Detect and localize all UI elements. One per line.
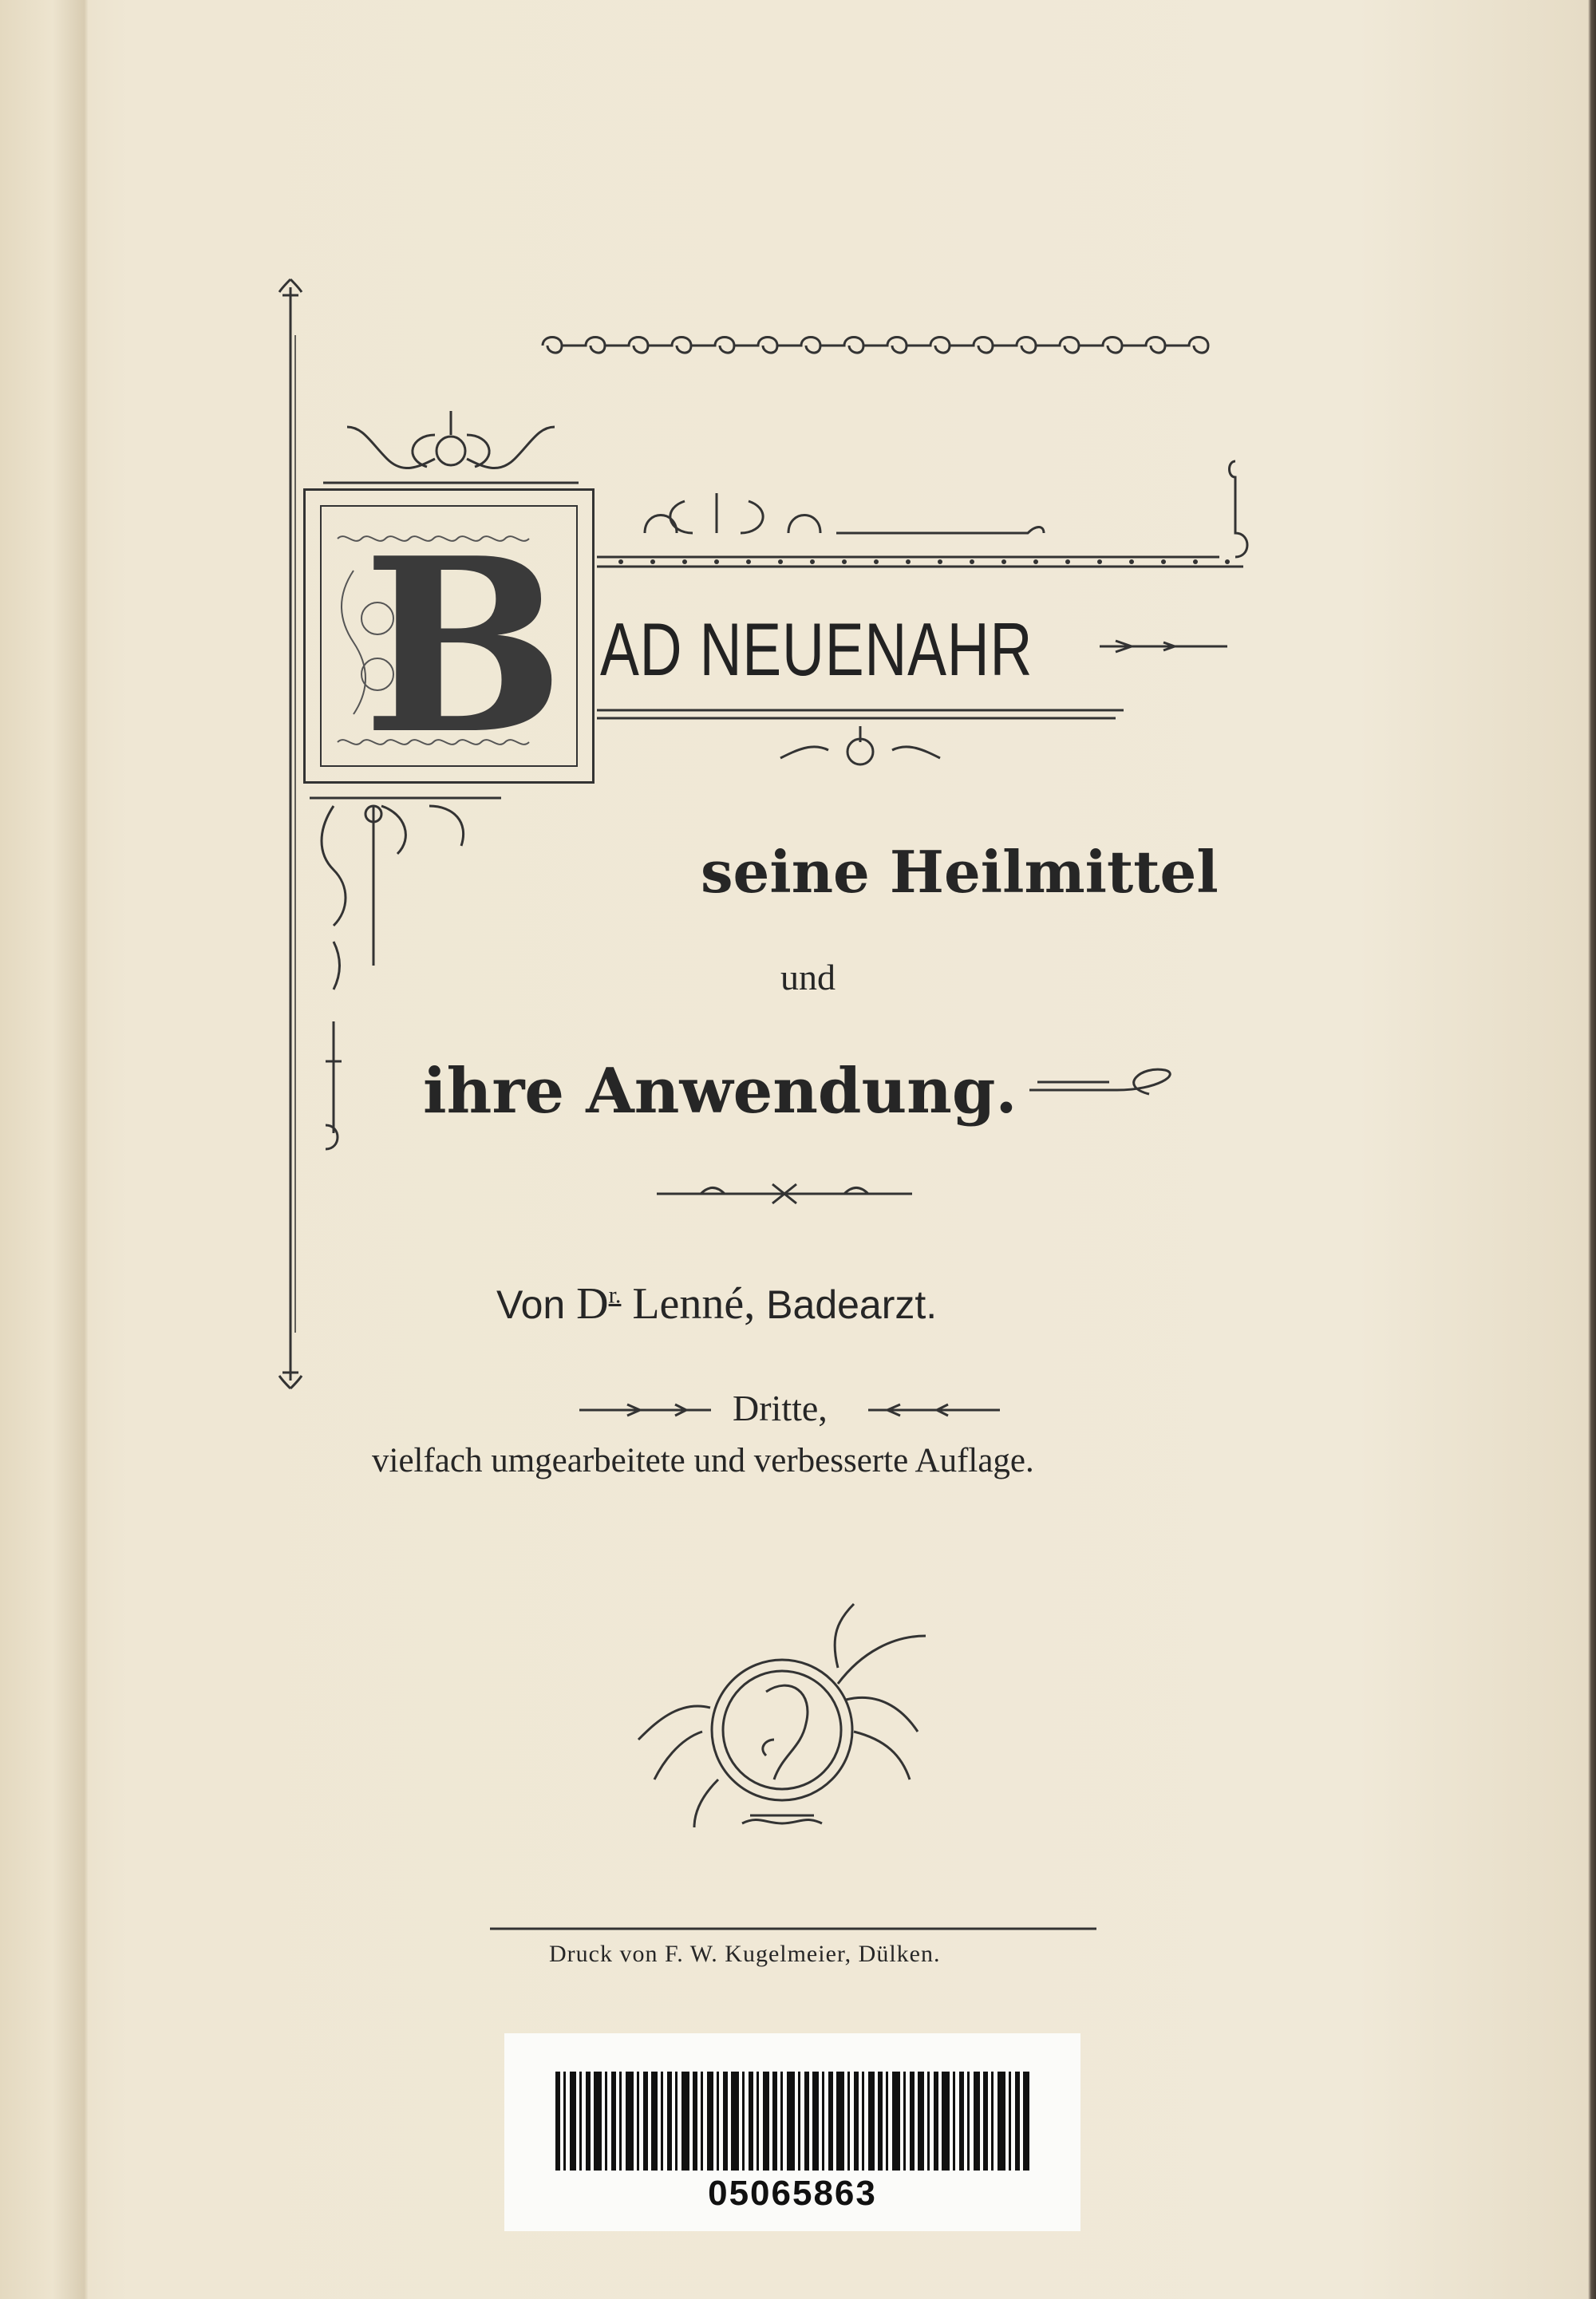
- page-gutter: [0, 0, 88, 2299]
- author-line: [496, 1278, 937, 1329]
- author-name: Lenné,: [632, 1279, 756, 1329]
- title-head-ornament: [597, 453, 1275, 589]
- imprint-rule: [490, 1925, 1096, 1933]
- initial-top-flourish: [315, 403, 587, 491]
- edition-line-1: Dritte,: [733, 1388, 828, 1428]
- medallion-vignette: [622, 1596, 942, 1835]
- title-side-flourish: [1100, 634, 1235, 658]
- author-prefix: Von: [496, 1282, 566, 1327]
- edition-line-2: vielfach umgearbeitete und verbesserte Auflage.: [372, 1442, 1034, 1479]
- title-underline-ornament: [597, 702, 1124, 774]
- vine-corner-ornament: [302, 790, 509, 1189]
- edition-flourish-right: [868, 1398, 1004, 1422]
- edition-flourish-left: [579, 1398, 715, 1422]
- subtitle-conjunction: und: [780, 957, 836, 997]
- author-role: Badearzt.: [766, 1282, 938, 1327]
- library-barcode-label: [504, 2033, 1080, 2231]
- section-divider-ornament: [653, 1178, 916, 1210]
- author-title: $D^{r.}$: [576, 1279, 622, 1329]
- subtitle-flourish: [1029, 1066, 1181, 1106]
- printer-imprint: Druck von F. W. Kugelmeier, Dülken.: [549, 1941, 941, 1967]
- initial-letter: B: [362, 505, 565, 787]
- initial-letter-frame: [303, 488, 595, 787]
- barcode-number: 05065863: [708, 2174, 877, 2213]
- initial-letter-inner-frame: [320, 505, 578, 787]
- top-scroll-ornament: [535, 326, 1218, 365]
- page-title: AD NEUENAHR: [600, 607, 1033, 691]
- subtitle-line-2: ihre Anwendung.: [423, 1055, 1017, 1128]
- subtitle-line-1: seine Heilmittel: [701, 838, 1219, 906]
- barcode-bars: [555, 2072, 1029, 2171]
